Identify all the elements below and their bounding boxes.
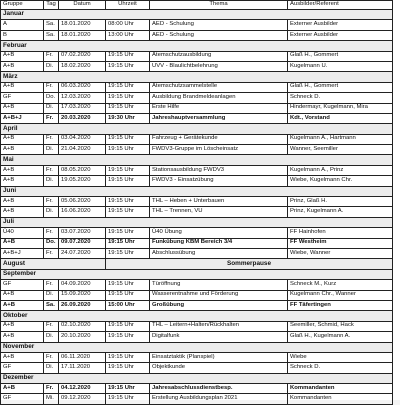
cell-ausbilder: Glaß H., Gommert xyxy=(288,51,393,61)
cell-ausbilder: Externer Ausbilder xyxy=(288,20,393,30)
cell-datum: 04.12.2020 xyxy=(59,384,106,394)
cell-uhrzeit: 19:15 Uhr xyxy=(106,145,150,155)
cell-ausbilder: Kugelmann Chr., Wanner xyxy=(288,290,393,300)
cell-tag: Fr. xyxy=(44,321,59,331)
table-row xyxy=(1,165,393,175)
month-header-row xyxy=(1,259,393,269)
cell-gruppe: GF xyxy=(1,394,44,404)
cell-ausbilder: Wiebe, Wanner xyxy=(288,248,393,258)
cell-datum: 03.07.2020 xyxy=(59,228,106,238)
table-row xyxy=(1,82,393,92)
cell-gruppe: A+B xyxy=(1,176,44,186)
cell-uhrzeit: 19:15 Uhr xyxy=(106,394,150,404)
cell-gruppe: Ü40 xyxy=(1,228,44,238)
cell-datum: 18.02.2020 xyxy=(59,61,106,71)
cell-ausbilder: Kugelmann A., Prinz xyxy=(288,165,393,175)
table-row xyxy=(1,352,393,362)
cell-thema: Abschlussübung xyxy=(150,248,288,258)
cell-datum: 17.03.2020 xyxy=(59,103,106,113)
cell-thema: THL – Trennen, VU xyxy=(150,207,288,217)
cell-thema: Atemschutzausbildung xyxy=(150,51,288,61)
cell-datum: 03.04.2020 xyxy=(59,134,106,144)
table-row xyxy=(1,20,393,30)
table-row xyxy=(1,394,393,404)
cell-thema: FWDV3 - Einsatzübung xyxy=(150,176,288,186)
cell-ausbilder: Glaß H., Kugelmann A. xyxy=(288,332,393,342)
table-row xyxy=(1,113,393,123)
cell-tag: Fr. xyxy=(44,228,59,238)
cell-tag: Di. xyxy=(44,61,59,71)
cell-uhrzeit: 19:15 Uhr xyxy=(106,332,150,342)
cell-datum: 05.06.2020 xyxy=(59,197,106,207)
cell-tag: Sa. xyxy=(44,30,59,40)
cell-tag: Fr. xyxy=(44,248,59,258)
cell-tag: Fr. xyxy=(44,113,59,123)
cell-tag: Di. xyxy=(44,145,59,155)
cell-gruppe: A+B xyxy=(1,384,44,394)
cell-uhrzeit: 19:15 Uhr xyxy=(106,61,150,71)
column-header-ausbilder: Ausbilder/Referent xyxy=(288,1,393,10)
cell-uhrzeit: 19:15 Uhr xyxy=(106,197,150,207)
cell-uhrzeit: 13:00 Uhr xyxy=(106,30,150,40)
cell-thema: Jahresabschlussdienstbesp. xyxy=(150,384,288,394)
cell-thema: Stationsausbildung FWDV3 xyxy=(150,165,288,175)
cell-thema: AED - Schulung xyxy=(150,20,288,30)
cell-datum: 18.01.2020 xyxy=(59,20,106,30)
cell-uhrzeit: 15:00 Uhr xyxy=(106,300,150,310)
cell-datum: 17.11.2020 xyxy=(59,363,106,373)
cell-uhrzeit: 19:15 Uhr xyxy=(106,280,150,290)
month-label: Mai xyxy=(1,155,393,165)
cell-thema: Einsatztaktik (Planspiel) xyxy=(150,352,288,362)
month-label: Juli xyxy=(1,217,393,227)
cell-ausbilder: Kommandanten xyxy=(288,384,393,394)
cell-uhrzeit: 19:15 Uhr xyxy=(106,93,150,103)
cell-thema: Funkübung KBM Bereich 3/4 xyxy=(150,238,288,248)
cell-uhrzeit: 08:00 Uhr xyxy=(106,20,150,30)
month-header-row xyxy=(1,269,393,279)
cell-uhrzeit: 19:15 Uhr xyxy=(106,51,150,61)
cell-ausbilder: Kommandanten xyxy=(288,394,393,404)
cell-datum: 16.06.2020 xyxy=(59,207,106,217)
cell-thema: Türöffnung xyxy=(150,280,288,290)
table-row xyxy=(1,207,393,217)
cell-ausbilder: Kugelmann U. xyxy=(288,61,393,71)
cell-tag: Fr. xyxy=(44,82,59,92)
cell-thema: Ausbildung Brandmeldeanlagen xyxy=(150,93,288,103)
cell-thema: Wasserentnahme und Förderung xyxy=(150,290,288,300)
table-row xyxy=(1,280,393,290)
cell-uhrzeit: 19:15 Uhr xyxy=(106,176,150,186)
month-label: Februar xyxy=(1,41,393,51)
cell-tag: Fr. xyxy=(44,197,59,207)
cell-ausbilder: Glaß H., Gommert xyxy=(288,82,393,92)
cell-gruppe: A+B xyxy=(1,165,44,175)
cell-uhrzeit: 19:15 Uhr xyxy=(106,248,150,258)
cell-uhrzeit: 19:15 Uhr xyxy=(106,384,150,394)
schedule-body xyxy=(1,10,393,405)
cell-datum: 09.12.2020 xyxy=(59,394,106,404)
cell-ausbilder: Schneck D. xyxy=(288,93,393,103)
cell-datum: 12.03.2020 xyxy=(59,93,106,103)
cell-datum: 19.05.2020 xyxy=(59,176,106,186)
table-row xyxy=(1,197,393,207)
cell-gruppe: A xyxy=(1,20,44,30)
cell-tag: Fr. xyxy=(44,384,59,394)
cell-gruppe: A+B+J xyxy=(1,248,44,258)
cell-ausbilder: Seemiller, Schmid, Hack xyxy=(288,321,393,331)
month-header-row xyxy=(1,342,393,352)
cell-tag: Di. xyxy=(44,207,59,217)
column-header-datum: Datum xyxy=(59,1,106,10)
table-row xyxy=(1,145,393,155)
cell-tag: Fr. xyxy=(44,352,59,362)
table-row xyxy=(1,384,393,394)
cell-datum: 04.09.2020 xyxy=(59,280,106,290)
cell-tag: Di. xyxy=(44,103,59,113)
cell-tag: Fr. xyxy=(44,134,59,144)
cell-uhrzeit: 19:30 Uhr xyxy=(106,113,150,123)
cell-gruppe: A+B xyxy=(1,197,44,207)
cell-uhrzeit: 19:15 Uhr xyxy=(106,82,150,92)
cell-tag: Fr. xyxy=(44,280,59,290)
month-label: Januar xyxy=(1,10,393,20)
table-row xyxy=(1,134,393,144)
cell-gruppe: A+B xyxy=(1,290,44,300)
cell-tag: Fr. xyxy=(44,51,59,61)
cell-ausbilder: Kdt., Vorstand xyxy=(288,113,393,123)
table-row xyxy=(1,248,393,258)
cell-datum: 07.02.2020 xyxy=(59,51,106,61)
column-header-thema: Thema xyxy=(150,1,288,10)
cell-gruppe: A+B xyxy=(1,51,44,61)
cell-datum: 18.01.2020 xyxy=(59,30,106,40)
month-header-row xyxy=(1,155,393,165)
cell-uhrzeit: 19:15 Uhr xyxy=(106,134,150,144)
table-row xyxy=(1,30,393,40)
cell-tag: Di. xyxy=(44,176,59,186)
table-row xyxy=(1,176,393,186)
cell-datum: 06.11.2020 xyxy=(59,352,106,362)
cell-gruppe: A+B+J xyxy=(1,113,44,123)
cell-thema: AED - Schulung xyxy=(150,30,288,40)
column-header-gruppe: Gruppe xyxy=(1,1,44,10)
cell-uhrzeit: 19:15 Uhr xyxy=(106,103,150,113)
cell-gruppe: A+B xyxy=(1,238,44,248)
cell-gruppe: GF xyxy=(1,280,44,290)
cell-thema: FWDV3-Gruppe im Löscheinsatz xyxy=(150,145,288,155)
cell-uhrzeit: 19:15 Uhr xyxy=(106,290,150,300)
cell-uhrzeit: 19:15 Uhr xyxy=(106,228,150,238)
month-label: November xyxy=(1,342,393,352)
cell-thema: UVV - Blaulichtbelehrung xyxy=(150,61,288,71)
cell-thema: Jahreshauptversammlung xyxy=(150,113,288,123)
month-label: Juni xyxy=(1,186,393,196)
month-header-row xyxy=(1,311,393,321)
cell-ausbilder: Schneck M., Kurz xyxy=(288,280,393,290)
month-header-row xyxy=(1,186,393,196)
cell-ausbilder: Prinz, Kugelmann A. xyxy=(288,207,393,217)
cell-thema: Atemschutzsammelstelle xyxy=(150,82,288,92)
cell-gruppe: GF xyxy=(1,93,44,103)
cell-uhrzeit: 19:15 Uhr xyxy=(106,321,150,331)
cell-thema: THL – Leitern+Halten/Rückhalten xyxy=(150,321,288,331)
month-label: Oktober xyxy=(1,311,393,321)
cell-gruppe: GF xyxy=(1,363,44,373)
cell-gruppe: A+B xyxy=(1,82,44,92)
cell-datum: 20.10.2020 xyxy=(59,332,106,342)
cell-thema: Großübung xyxy=(150,300,288,310)
cell-datum: 26.09.2020 xyxy=(59,300,106,310)
cell-thema: Erste Hilfe xyxy=(150,103,288,113)
cell-datum: 02.10.2020 xyxy=(59,321,106,331)
cell-thema: THL – Heben + Unterbauen xyxy=(150,197,288,207)
cell-gruppe: A+B xyxy=(1,300,44,310)
month-label: September xyxy=(1,269,393,279)
table-row xyxy=(1,290,393,300)
cell-gruppe: A+B xyxy=(1,352,44,362)
cell-uhrzeit: 19:15 Uhr xyxy=(106,207,150,217)
month-header-row xyxy=(1,41,393,51)
table-row xyxy=(1,228,393,238)
cell-tag: Sa. xyxy=(44,300,59,310)
table-header-row xyxy=(1,1,393,10)
table-row xyxy=(1,61,393,71)
cell-ausbilder: FF Westheim xyxy=(288,238,393,248)
cell-thema: Ü40 Übung xyxy=(150,228,288,238)
month-label: März xyxy=(1,72,393,82)
cell-thema: Digitalfunk xyxy=(150,332,288,342)
table-row xyxy=(1,321,393,331)
cell-gruppe: A+B xyxy=(1,207,44,217)
cell-uhrzeit: 19:15 Uhr xyxy=(106,352,150,362)
cell-uhrzeit: 19:15 Uhr xyxy=(106,165,150,175)
cell-ausbilder: Prinz, Glaß H. xyxy=(288,197,393,207)
month-header-row xyxy=(1,217,393,227)
cell-gruppe: A+B xyxy=(1,321,44,331)
cell-gruppe: A+B xyxy=(1,134,44,144)
cell-ausbilder: FF Täfertingen xyxy=(288,300,393,310)
cell-gruppe: B xyxy=(1,30,44,40)
month-label: Dezember xyxy=(1,373,393,383)
month-label: August xyxy=(1,259,106,269)
cell-gruppe: A+B xyxy=(1,61,44,71)
cell-ausbilder: FF Hainhofen xyxy=(288,228,393,238)
cell-datum: 09.07.2020 xyxy=(59,238,106,248)
cell-ausbilder: Schneck D. xyxy=(288,363,393,373)
cell-ausbilder: Kugelmann A., Hartmann xyxy=(288,134,393,144)
cell-tag: Di. xyxy=(44,332,59,342)
cell-ausbilder: Externer Ausbilder xyxy=(288,30,393,40)
table-row xyxy=(1,332,393,342)
table-row xyxy=(1,238,393,248)
cell-datum: 06.03.2020 xyxy=(59,82,106,92)
column-header-uhrzeit: Uhrzeit xyxy=(106,1,150,10)
cell-ausbilder: Wanner, Seemiller xyxy=(288,145,393,155)
cell-datum: 20.03.2020 xyxy=(59,113,106,123)
table-row xyxy=(1,93,393,103)
month-label: April xyxy=(1,124,393,134)
cell-tag: Mi. xyxy=(44,394,59,404)
column-header-tag: Tag xyxy=(44,1,59,10)
table-row xyxy=(1,51,393,61)
cell-tag: Sa. xyxy=(44,20,59,30)
cell-ausbilder: Wiebe xyxy=(288,352,393,362)
cell-gruppe: A+B xyxy=(1,103,44,113)
cell-datum: 21.04.2020 xyxy=(59,145,106,155)
cell-thema: Erstellung Ausbildungsplan 2021 xyxy=(150,394,288,404)
month-header-row xyxy=(1,72,393,82)
cell-ausbilder: Hindermayr, Kugelmann, Mira xyxy=(288,103,393,113)
month-header-row xyxy=(1,10,393,20)
table-row xyxy=(1,363,393,373)
cell-tag: Do. xyxy=(44,238,59,248)
table-row xyxy=(1,300,393,310)
cell-ausbilder: Wiebe, Kugelmann Chr. xyxy=(288,176,393,186)
month-header-row xyxy=(1,124,393,134)
cell-tag: Do. xyxy=(44,93,59,103)
cell-gruppe: A+B xyxy=(1,332,44,342)
table-row xyxy=(1,103,393,113)
cell-datum: 24.07.2020 xyxy=(59,248,106,258)
cell-uhrzeit: 19:15 Uhr xyxy=(106,363,150,373)
cell-tag: Fr. xyxy=(44,165,59,175)
cell-datum: 08.05.2020 xyxy=(59,165,106,175)
cell-uhrzeit: 19:15 Uhr xyxy=(106,238,150,248)
month-note: Sommerpause xyxy=(106,259,393,269)
cell-thema: Fahrzeug + Gerätekunde xyxy=(150,134,288,144)
cell-tag: Di. xyxy=(44,363,59,373)
cell-tag: Di. xyxy=(44,290,59,300)
cell-gruppe: A+B xyxy=(1,145,44,155)
month-header-row xyxy=(1,373,393,383)
cell-thema: Objektkunde xyxy=(150,363,288,373)
cell-datum: 15.09.2020 xyxy=(59,290,106,300)
